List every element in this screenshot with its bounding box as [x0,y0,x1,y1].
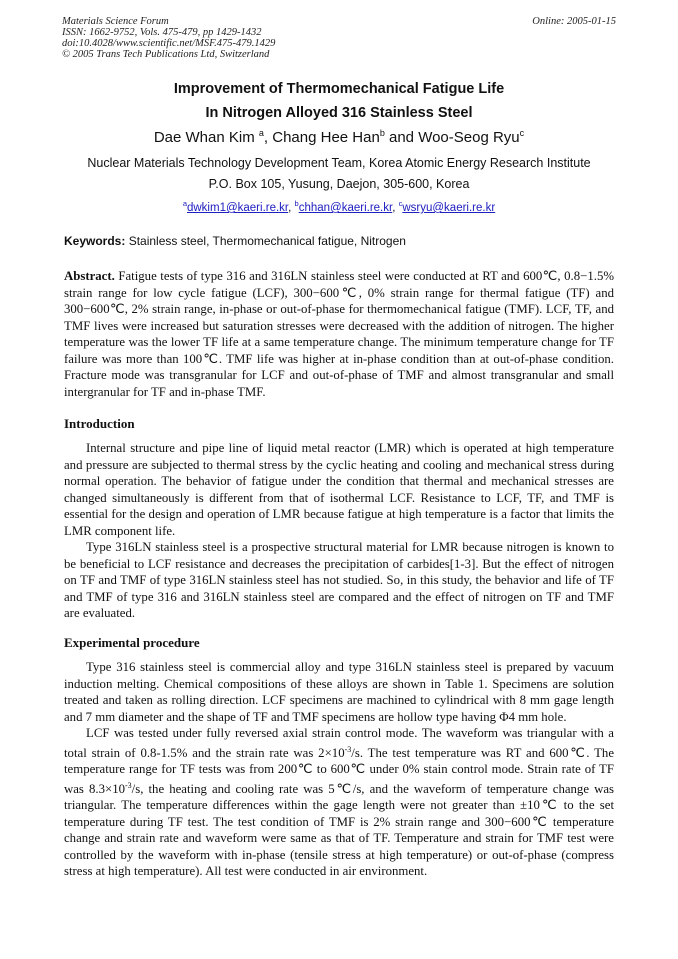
author-1: Dae Whan Kim [153,129,259,146]
exp-p2-exponent-a: -3 [344,744,352,754]
exp-p2-part-a: LCF was tested under fully reversed axial strain control mode. The waveform was triangular with a total strain of 0.8-1.5% and the strain rate was 2×10 [64,726,614,760]
introduction-paragraph-1: Internal structure and pipe line of liquid metal reactor (LMR) which is operated at high temperature and pressure are subjected to thermal stress by the cyclic heating and cooling and mechanical stress during normal operation. The behavior of fatigue under the condition that thermal and mechanical stresses are changed simultaneously is different from that of isothermal LCF. Resistance to LCF, TF, and TMF is essential for the design and operation of LMR because fatigue at high temperature is a factor that limits the LMR component life. [64,441,614,538]
email-link-b[interactable]: chhan@kaeri.re.kr [298,202,393,214]
paper-title-line2: In Nitrogen Alloyed 316 Stainless Steel [205,105,473,121]
exp-p2-exponent-b: -3 [125,780,132,790]
exp-p2-part-c: /s, the heating and cooling rate was 5℃/s, and the waveform of temperature change was triangular. The temperature differences within the gage length were not greater than ±10℃ to the set temperature during TF test. The test condition of TMF is 2% strain range and 300−600℃ temperature change and strain rate and waveform were same as that of TF. Temperature and strain for TMF test were controlled by the waveform with in-phase (tensile stress at high temperature) or out-of-phase (compress stress at high temperature). All test were conducted in air environment. [64,781,614,878]
keywords-text: Stainless steel, Thermomechanical fatigue, Nitrogen [125,234,406,248]
exp-p2-part-b: /s. The test temperature was RT and 600℃. The temperature range for TF tests was from 200℃ to 600℃ under 0% stain control mode. Strain rate of TF was 8.3×10 [64,745,615,796]
email-list: $^a$dwkim1@kaeri.re.kr, $^b$chhan@kaeri.re.kr, $^c$wsryu@kaeri.re.kr [182,199,496,214]
email-link-a[interactable]: dwkim1@kaeri.re.kr [186,202,289,214]
author-3-mark: c [519,128,525,138]
author-sep-1: , Chang Hee Han [263,129,380,146]
introduction-body [64,440,614,622]
author-1-mark: a [258,128,264,138]
author-sep-2: and Woo-Seog Ryu [384,129,520,146]
keywords [64,234,406,248]
author-2-mark: b [379,128,385,138]
doi-line: doi:10.4028/www.scientific.net/MSF.475-479.1429 [62,38,276,49]
issn-line: ISSN: 1662-9752, Vols. 475-479, pp 1429-1432 [62,27,262,38]
copyright-line: © 2005 Trans Tech Publications Ltd, Switzerland [62,49,270,60]
email-link-c[interactable]: wsryu@kaeri.re.kr [402,202,496,214]
affiliation-line2: P.O. Box 105, Yusung, Daejon, 305-600, Korea [208,177,470,191]
paper-title-line1: Improvement of Thermomechanical Fatigue Life [173,81,505,97]
keywords-label: Keywords: [64,234,126,248]
journal-name: Materials Science Forum [62,16,169,27]
online-date: Online: 2005-01-15 [532,16,616,27]
experimental-paragraph-2 [64,725,614,880]
journal-header [62,16,618,60]
experimental-body [64,659,614,880]
abstract [64,268,614,400]
email-c-mark: c [398,199,403,208]
email-b-mark: b [294,199,299,208]
introduction-heading: Introduction [64,416,135,431]
author-list [0,128,678,146]
abstract-text: Fatigue tests of type 316 and 316LN stainless steel were conducted at RT and 600℃, 0.8−1.5% strain range for low cycle fatigue (LCF), 300−600℃, 0% strain range for thermal fatigue (TF) and 300−600℃, 2% strain range, in-phase or out-of-phase for thermomechanical fatigue (TMF). LCF, TF, and TMF lives were increased but saturation stresses were decreased with the addition of nitrogen. The higher temperature was the lower TF life at a same temperature change. The minimum temperature change for TF failure was more than 100℃. TMF life was higher at in-phase condition than at out-of-phase condition. Fracture mode was transgranular for LCF and out-of-phase of TMF and almost transgranular and small intergranular for TF and in-phase TMF. [64,269,614,399]
email-a-mark: a [182,199,187,208]
experimental-heading: Experimental procedure [64,635,200,650]
experimental-paragraph-1: Type 316 stainless steel is commercial alloy and type 316LN stainless steel is prepared by vacuum induction melting. Chemical compositions of these alloys are shown in Table 1. Specimens are solution treated and taken as rolling direction. LCF specimens are machined to cylindrical with 8 mm gage length and 7 mm diameter and the shape of TF and TMF specimens are hollow type having Φ4 mm hole. [64,660,614,724]
abstract-label: Abstract. [64,269,115,283]
affiliation-line1: Nuclear Materials Technology Development Team, Korea Atomic Energy Research Institute [87,156,591,170]
introduction-paragraph-2: Type 316LN stainless steel is a prospective structural material for LMR because nitrogen is known to be beneficial to LCF resistance and decreases the precipitation of carbides[1-3]. But the effect of nitrogen on TF and TMF of type 316LN stainless steel has not studied. So, in this study, the behavior and life of TF and TMF of type 316 and 316LN stainless steel are compared and the effect of nitrogen on TF and TMF are evaluated. [64,540,614,620]
